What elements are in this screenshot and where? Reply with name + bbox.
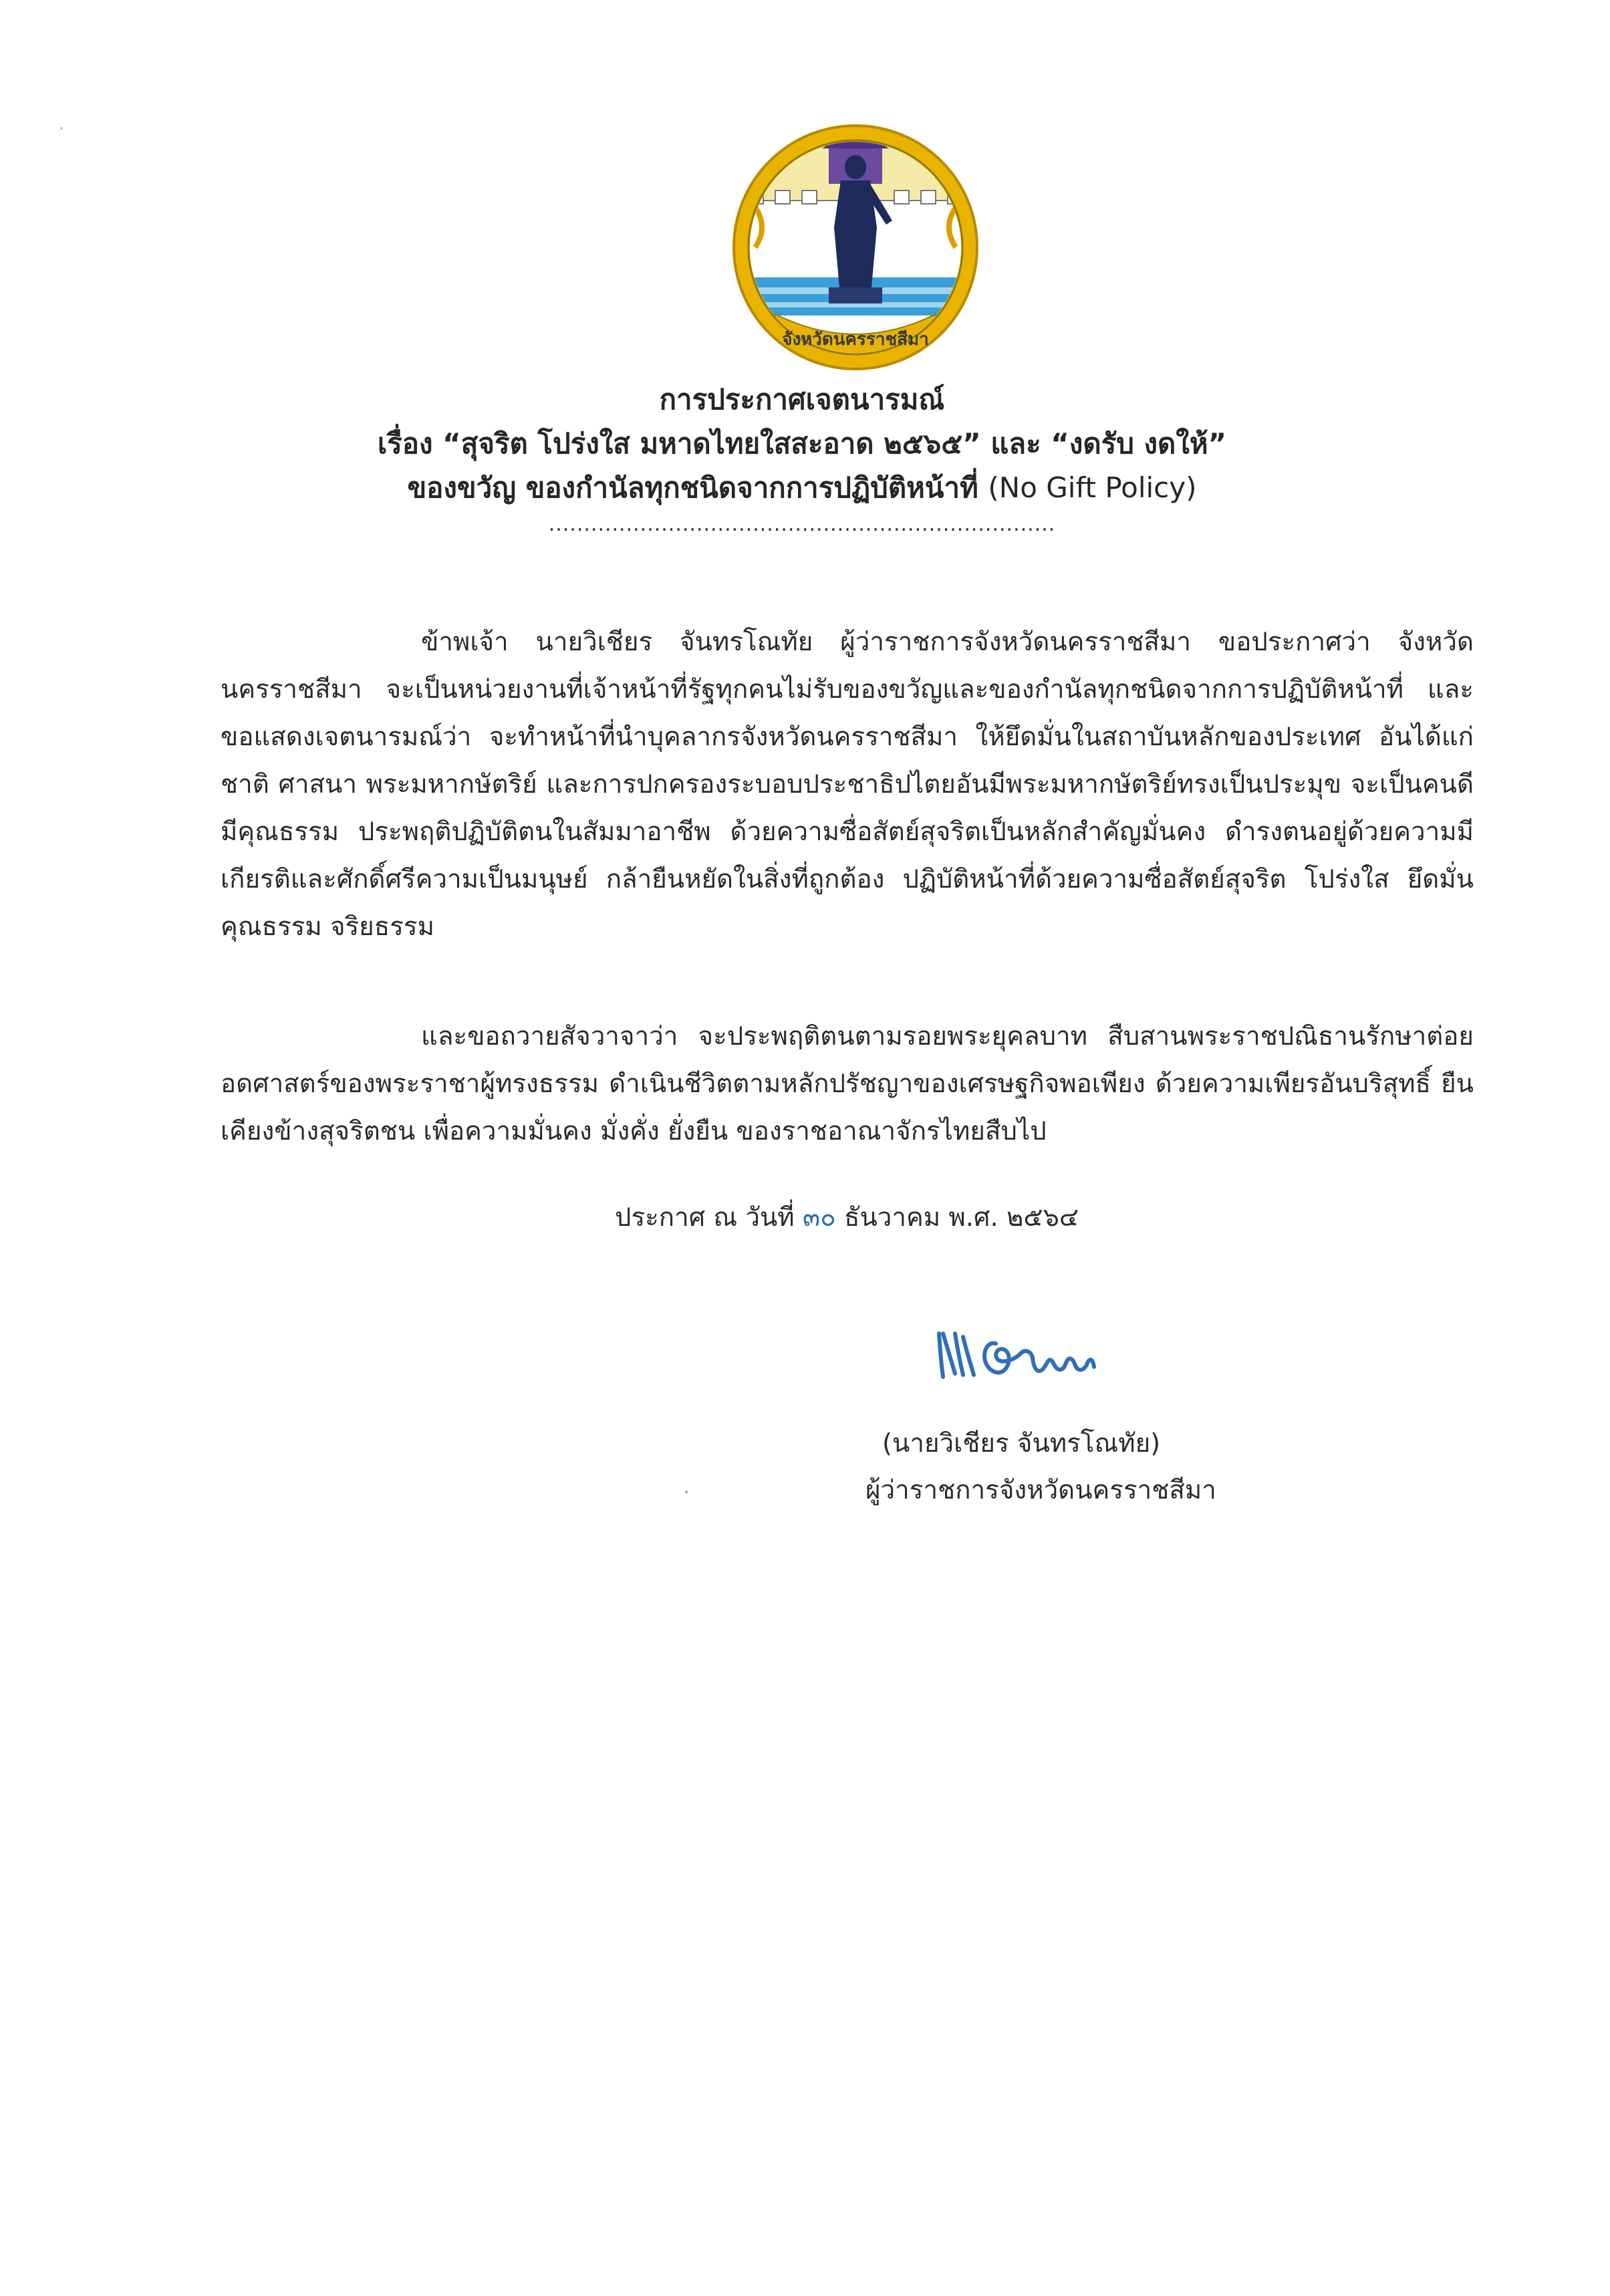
date-prefix: ประกาศ ณ วันที่ — [615, 1202, 803, 1233]
provincial-seal — [728, 120, 982, 374]
seal-text: จังหวัดนครราชสีมา — [782, 330, 929, 350]
paragraph-2-text: และขอถวายสัจวาจาว่า จะประพฤติตนตามรอยพระยุคลบาท สืบสานพระราชปณิธานรักษาต่อยอดศาสตร์ของพระราชาผู้ทรงธรรม ดำเนินชีวิตตามหลักปรัชญาของเศรษฐกิจพอเพียง ด้วยความเพียรอันบริสุทธิ์ ยืนเคียงข้างสุจริตชน เพื่อความมั่นคง มั่งคั่ง ยั่งยืน ของราชอาณาจักรไทยสืบไป — [221, 1021, 1474, 1146]
paragraph-declaration — [221, 618, 1474, 950]
scan-speck — [60, 127, 63, 130]
announcement-date — [615, 1194, 1079, 1241]
announcement-subject: เรื่อง “สุจริต โปร่งใส มหาดไทยใสสะอาด ๒๕๖๕” และ “งดรับ งดให้” — [377, 427, 1227, 460]
signer-position: ผู้ว่าราชการจังหวัดนครราชสีมา — [865, 1475, 1216, 1505]
subject-cont-bold: ของขวัญ ของกำนัลทุกชนิดจากการปฏิบัติหน้าที่ — [407, 471, 988, 504]
seal-emblem-icon — [728, 120, 982, 374]
title-divider: ........................................................................ — [548, 513, 1056, 536]
paragraph-1-text: ข้าพเจ้า นายวิเชียร จันทรโณทัย ผู้ว่าราชการจังหวัดนครราชสีมา ขอประกาศว่า จังหวัดนครราชสีมา จะเป็นหน่วยงานที่เจ้าหน้าที่รัฐทุกคนไม่รับของขวัญและของกำนัลทุกชนิดจากการปฏิบัติหน้าที่ และขอแสดงเจตนารมณ์ว่า จะทำหน้าที่นำบุคลากรจังหวัดนครราชสีมา ให้ยึดมั่นในสถาบันหลักของประเทศ อันได้แก่ ชาติ ศาสนา พระมหากษัตริย์ และการปกครองระบอบประชาธิปไตยอันมีพระมหากษัตริย์ทรงเป็นประมุข จะเป็นคนดี มีคุณธรรม ประพฤติปฏิบัติตนในสัมมาอาชีพ ด้วยความซื่อสัตย์สุจริตเป็นหลักสำคัญมั่นคง ดำรงตนอยู่ด้วยความมีเกียรติและศักดิ์ศรีความเป็นมนุษย์ กล้ายืนหยัดในสิ่งที่ถูกต้อง ปฏิบัติหน้าที่ด้วยความซื่อสัตย์สุจริต โปร่งใส ยึดมั่นคุณธรรม จริยธรรม — [221, 627, 1474, 942]
scan-speck — [685, 1491, 688, 1493]
handwritten-signature — [932, 1313, 1099, 1387]
announcement-subject-cont — [167, 466, 1437, 510]
paragraph-pledge — [221, 1013, 1474, 1155]
no-gift-policy-label: (No Gift Policy) — [988, 471, 1197, 504]
signature-icon — [932, 1313, 1099, 1387]
signer-name: (นายวิเชียร จันทรโณทัย) — [882, 1428, 1161, 1458]
date-suffix: ธันวาคม พ.ศ. ๒๕๖๔ — [835, 1202, 1079, 1233]
date-day: ๓๐ — [802, 1202, 836, 1233]
title-block — [167, 378, 1437, 538]
announcement-heading: การประกาศเจตนารมณ์ — [659, 383, 945, 416]
